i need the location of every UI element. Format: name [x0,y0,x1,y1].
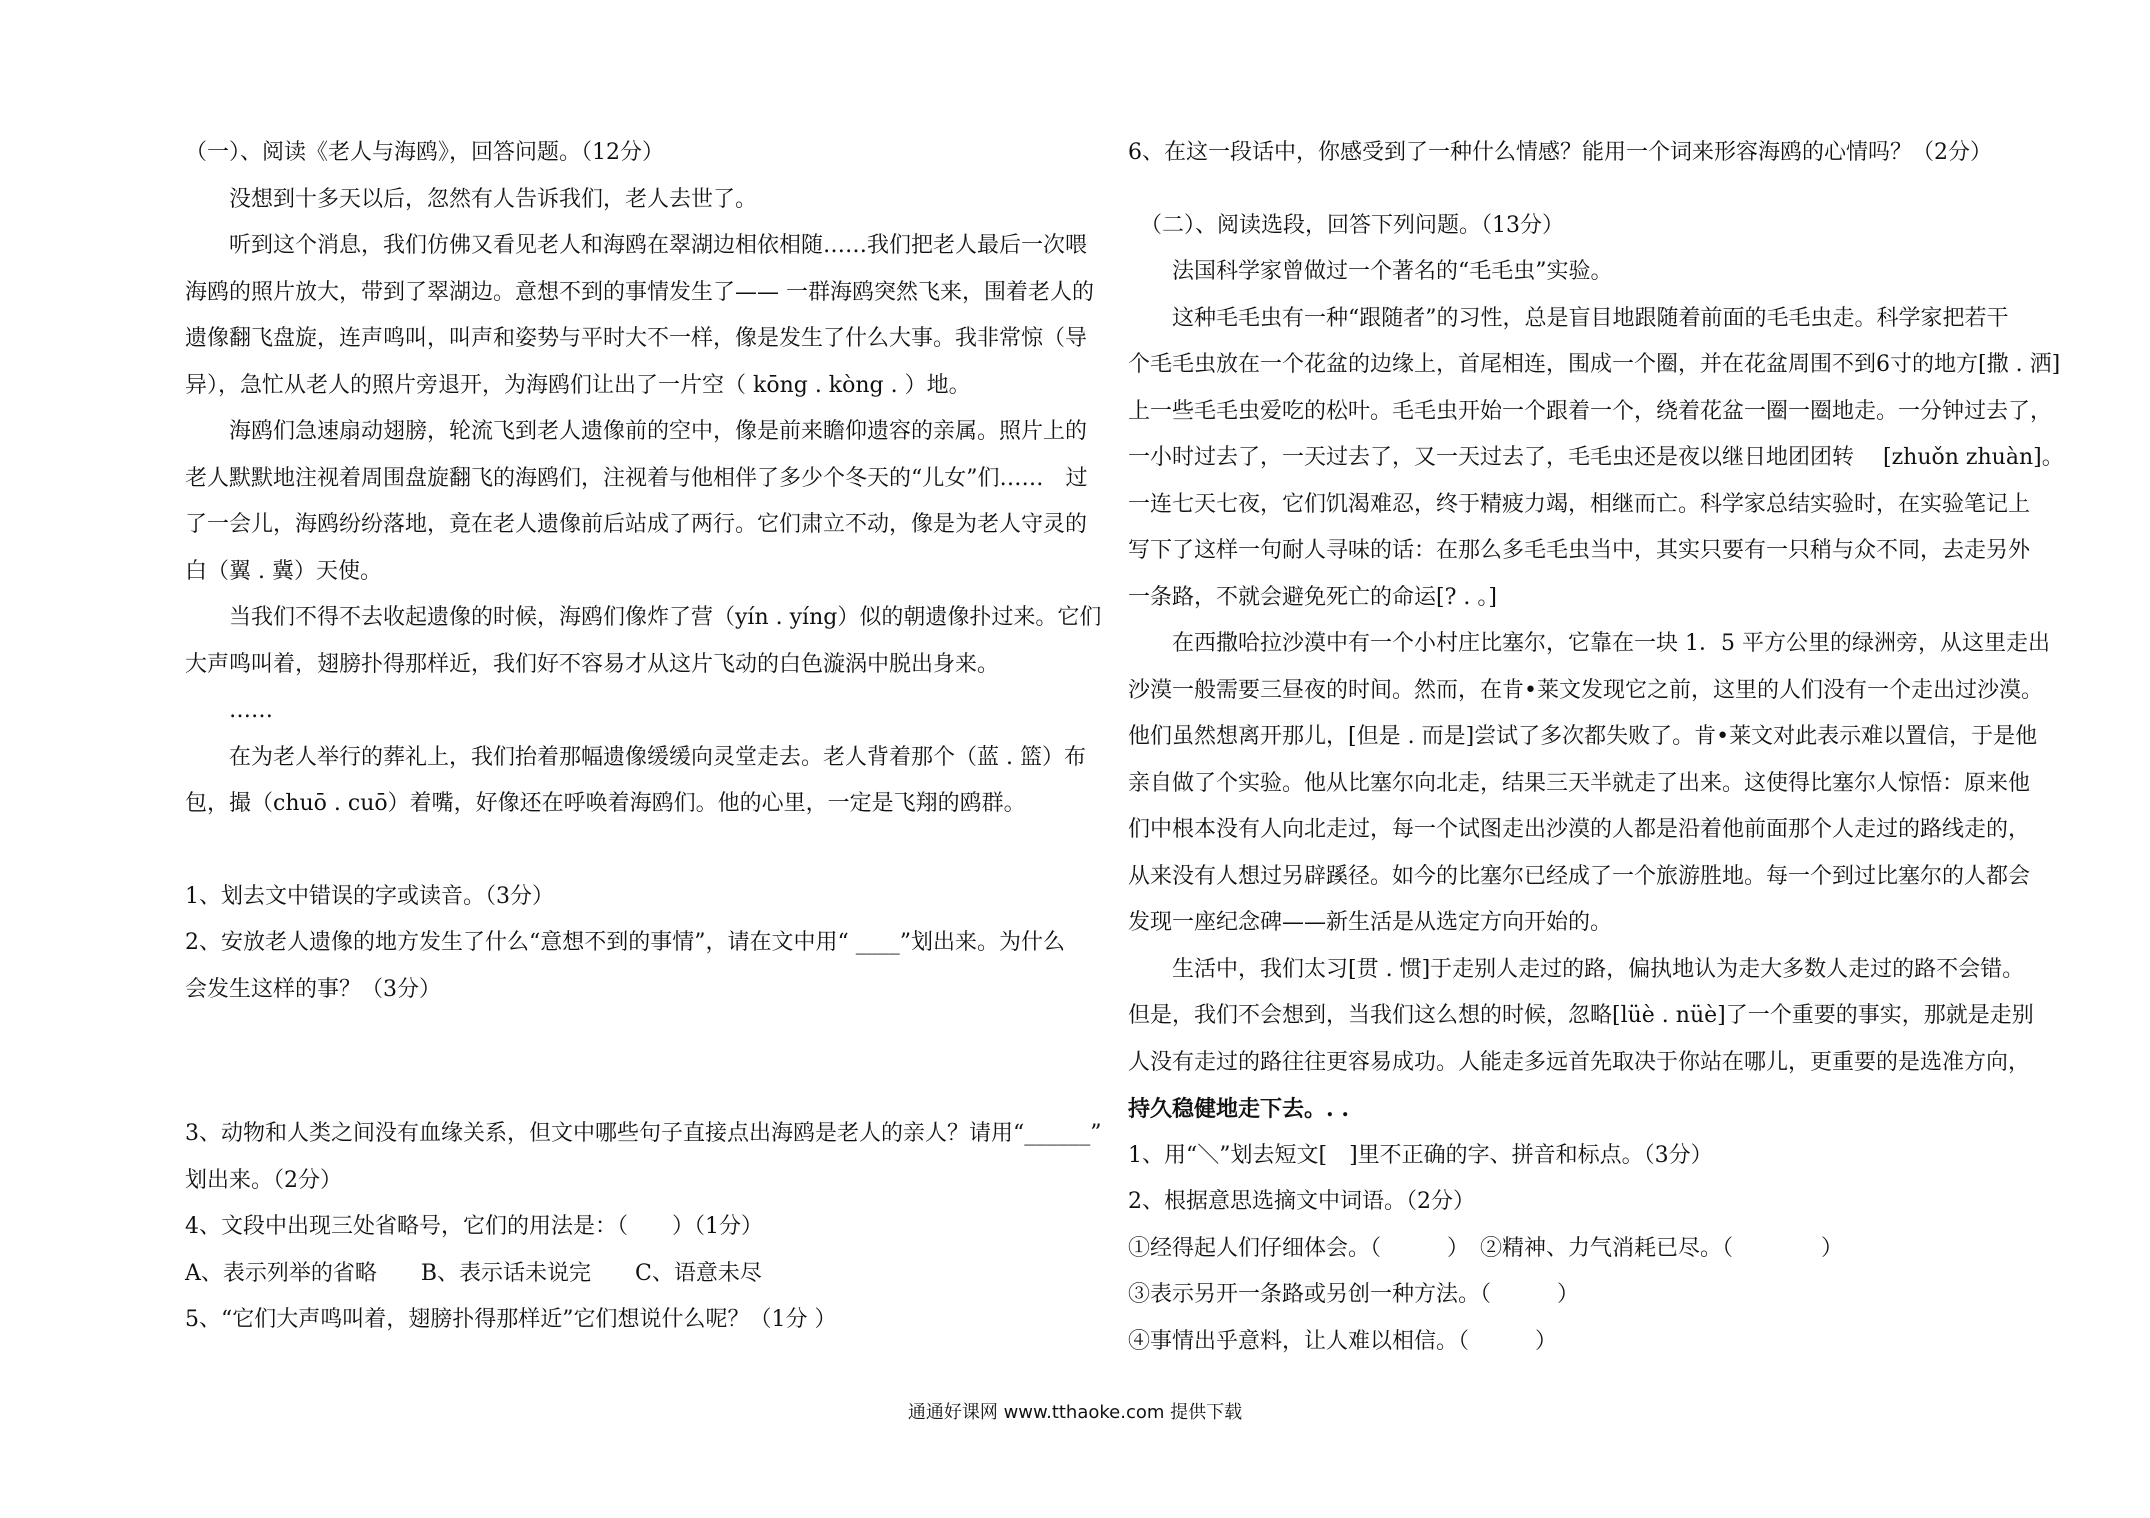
passage-line: 这种毛毛虫有一种“跟随者”的习性，总是盲目地跟随着前面的毛毛虫走。科学家把若干 [1172,305,2009,331]
passage-line: 海鸥们急速扇动翅膀，轮流飞到老人遗像前的空中，像是前来瞻仰遗容的亲属。照片上的 [229,419,1088,444]
left-column [185,130,1105,1344]
passage-line: 生活中，我们太习[贯 . 惯]于走别人走过的路，偏执地认为走大多数人走过的路不会错。 [1172,956,2025,982]
answer-space [185,1013,1105,1111]
right-column [1128,130,2064,1365]
passage-line: 写下了这样一句耐人寻味的话：在那么多毛毛虫当中，其实只要有一只稍与众不同，去走另外 [1128,538,2031,563]
question-2-cont: 会发生这样的事？（3分） [185,976,441,1002]
passage-line: 他们虽然想离开那儿，[但是 . 而是]尝试了多次都失败了。肯•莱文对此表示难以置信，于是他 [1128,724,2038,749]
passage-ellipsis: …… [229,698,273,723]
passage-line-bold: 持久稳健地走下去。. . [1128,1096,1349,1122]
question-2: 2、根据意思选摘文中词语。（2分） [1128,1189,1475,1214]
question-1: 1、划去文中错误的字或读音。（3分） [185,883,554,909]
question-6: 6、在这一段话中，你感受到了一种什么情感？能用一个词来形容海鸥的心情吗？（2分） [1128,140,1992,165]
passage-line: 上一些毛毛虫爱吃的松叶。毛毛虫开始一个跟着一个，绕着花盆一圈一圈地走。一分钟过去了， [1128,398,2053,424]
question-4: 4、文段中出现三处省略号，它们的用法是：（ ）（1分） [185,1214,763,1239]
passage-line: 海鸥的照片放大，带到了翠湖边。意想不到的事情发生了—— 一群海鸥突然飞来，围着老人的 [185,279,1094,305]
answer-space [1128,177,2043,203]
passage-line: 沙漠一般需要三昼夜的时间。然而，在肯•莱文发现它之前，这里的人们没有一个走出过沙漠。 [1128,677,2043,703]
passage-line: 发现一座纪念碑——新生活是从选定方向开始的。 [1128,910,1613,935]
question-3: 3、动物和人类之间没有血缘关系，但文中哪些句子直接点出海鸥是老人的亲人？请用“______” [185,1121,1102,1146]
passage-line: 一条路，不就会避免死亡的命运[? . 。] [1128,584,1497,610]
question-1: 1、用“＼”划去短文[ ]里不正确的字、拼音和标点。（3分） [1128,1142,1713,1168]
passage-line: 异），急忙从老人的照片旁退开，为海鸥们让出了一片空（ kōng . kòng . ）地。 [185,372,971,398]
question-2: 2、安放老人遗像的地方发生了什么“意想不到的事情”，请在文中用“ ____”划出来。为什么 [185,930,1065,955]
passage-line: 从来没有人想过另辟蹊径。如今的比塞尔已经成了一个旅游胜地。每一个到过比塞尔的人都会 [1128,863,2031,889]
question-4-options: A、表示列举的省略 B、表示话未说完 C、语意未尽 [185,1260,762,1286]
question-2-item: ③表示另开一条路或另创一种方法。（ ） [1128,1282,1580,1307]
passage-line: 听到这个消息，我们仿佛又看见老人和海鸥在翠湖边相依相随……我们把老人最后一次喂 [229,233,1088,258]
passage-line: 们中根本没有人向北走过，每一个试图走出沙漠的人都是沿着他前面那个人走过的路线走的， [1128,817,2031,842]
passage-line: 了一会儿，海鸥纷纷落地，竟在老人遗像前后站成了两行。它们肃立不动，像是为老人守灵的 [185,512,1088,537]
footer-source: 通通好课网 www.tthaoke.com 提供下载 [907,1402,1243,1423]
section-one-heading: （一）、阅读《老人与海鸥》，回答问题。（12分） [185,140,664,165]
passage-line: 白（翼 . 冀）天使。 [185,558,382,584]
passage-line: 一连七天七夜，它们饥渴难忍，终于精疲力竭，相继而亡。科学家总结实验时，在实验笔记上 [1128,491,2031,517]
passage-line: 在为老人举行的葬礼上，我们抬着那幅遗像缓缓向灵堂走去。老人背着那个（蓝 . 篮）布 [229,744,1086,770]
passage-line: 没想到十多天以后，忽然有人告诉我们，老人去世了。 [229,186,758,212]
passage-line: 亲自做了个实验。他从比塞尔向北走，结果三天半就走了出来。这使得比塞尔人惊悟：原来他 [1128,770,2031,796]
passage-line: 法国科学家曾做过一个著名的“毛毛虫”实验。 [1172,259,1613,284]
spacer [185,828,1105,874]
question-5: 5、“它们大声鸣叫着，翅膀扑得那样近”它们想说什么呢？（1分 ） [185,1307,837,1332]
passage-line: 在西撒哈拉沙漠中有一个小村庄比塞尔，它靠在一块 1．5 平方公里的绿洲旁，从这里走出 [1172,631,2050,656]
question-3-cont: 划出来。（2分） [185,1167,342,1193]
passage-line: 但是，我们不会想到，当我们这么想的时候，忽略[lüè . nüè]了一个重要的事实，那就是走别 [1128,1003,2034,1028]
passage-line: 人没有走过的路往往更容易成功。人能走多远首先取决于你站在哪儿，更重要的是选准方向， [1128,1049,2031,1075]
passage-line: 遗像翻飞盘旋，连声鸣叫，叫声和姿势与平时大不一样，像是发生了什么大事。我非常惊（导 [185,326,1088,351]
question-2-item: ④事情出乎意料，让人难以相信。（ ） [1128,1328,1558,1354]
passage-line: 大声鸣叫着，翅膀扑得那样近，我们好不容易才从这片飞动的白色漩涡中脱出身来。 [185,651,1000,677]
passage-line: 老人默默地注视着周围盘旋翻飞的海鸥们，注视着与他相伴了多少个冬天的“儿女”们…… 过 [185,465,1088,491]
passage-line: 个毛毛虫放在一个花盆的边缘上，首尾相连，围成一个圈，并在花盆周围不到6寸的地方[撒 . 洒] [1128,352,2061,377]
section-two-heading: （二）、阅读选段，回答下列问题。（13分） [1140,212,1564,238]
question-2-item: ①经得起人们仔细体会。（ ） ②精神、力气消耗已尽。（ ） [1128,1235,1844,1261]
passage-line: 一小时过去了，一天过去了，又一天过去了，毛毛虫还是夜以继日地团团转 [zhuǒn zhuàn]。 [1128,445,2064,470]
passage-line: 当我们不得不去收起遗像的时候，海鸥们像炸了营（yín . yíng）似的朝遗像扑过来。它们 [229,605,1102,630]
passage-line: 包，撮（chuō . cuō）着嘴，好像还在呼唤着海鸥们。他的心里，一定是飞翔的鸥群。 [185,791,1026,816]
